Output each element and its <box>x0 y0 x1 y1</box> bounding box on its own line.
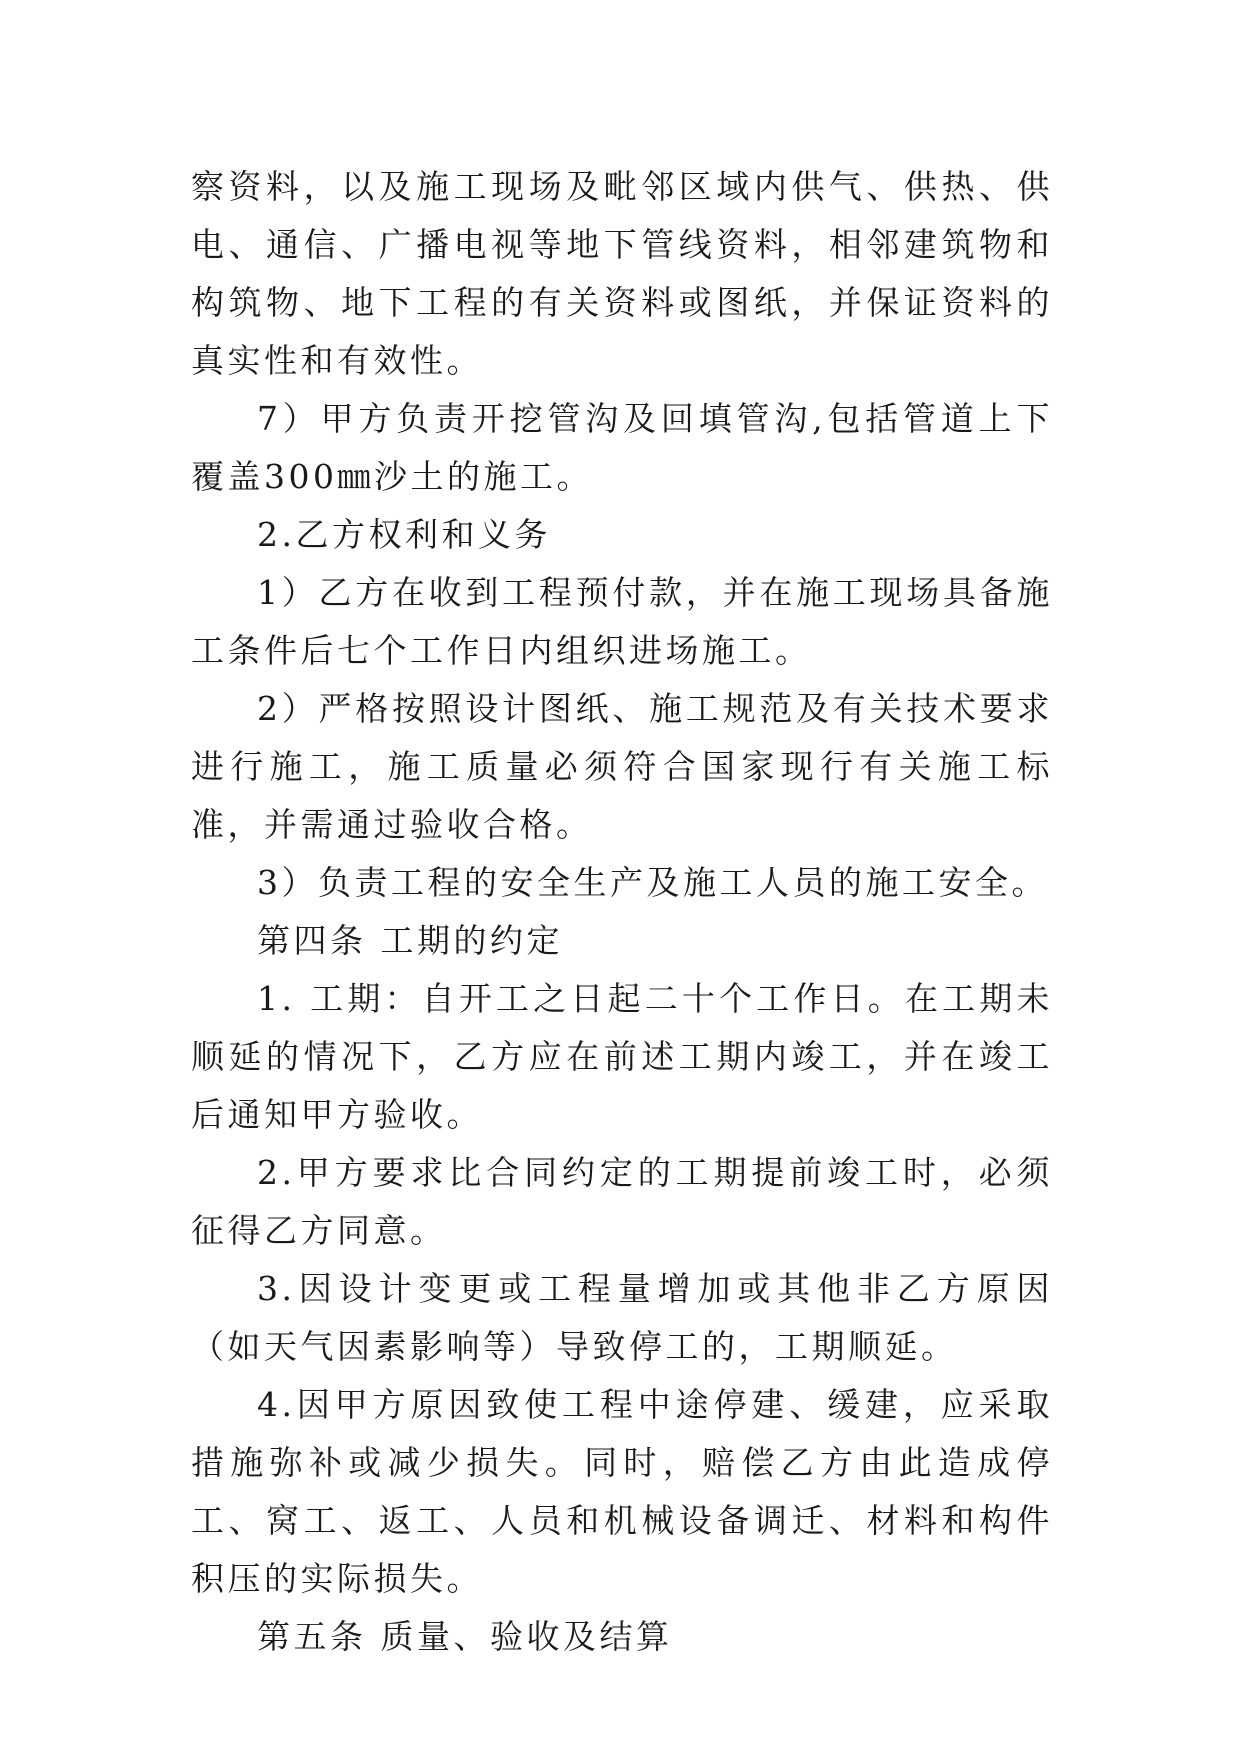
document-body <box>191 158 1053 1666</box>
paragraph-schedule-3: 3.因设计变更或工程量增加或其他非乙方原因（如天气因素影响等）导致停工的，工期顺延。 <box>191 1269 1053 1366</box>
paragraph-survey-materials: 察资料，以及施工现场及毗邻区域内供气、供热、供电、通信、广播电视等地下管线资料，相邻建筑物和构筑物、地下工程的有关资料或图纸，并保证资料的真实性和有效性。 <box>191 167 1053 380</box>
section-heading-party-b-rights: 2.乙方权利和义务 <box>257 515 551 554</box>
paragraph-schedule-2: 2.甲方要求比合同约定的工期提前竣工时，必须征得乙方同意。 <box>191 1153 1053 1250</box>
paragraph-item-2-quality: 2）严格按照设计图纸、施工规范及有关技术要求进行施工，施工质量必须符合国家现行有关施工标准，并需通过验收合格。 <box>191 689 1053 844</box>
article-heading-5-quality: 第五条 质量、验收及结算 <box>257 1617 673 1656</box>
paragraph-schedule-4: 4.因甲方原因致使工程中途停建、缓建，应采取措施弥补或减少损失。同时，赔偿乙方由此造成停工、窝工、返工、人员和机械设备调迁、材料和构件积压的实际损失。 <box>191 1385 1053 1598</box>
paragraph-schedule-1: 1. 工期：自开工之日起二十个工作日。在工期未顺延的情况下，乙方应在前述工期内竣工，并在竣工后通知甲方验收。 <box>191 979 1053 1134</box>
paragraph-item-3-safety: 3）负责工程的安全生产及施工人员的施工安全。 <box>257 863 1048 902</box>
paragraph-item-1-entry: 1）乙方在收到工程预付款，并在施工现场具备施工条件后七个工作日内组织进场施工。 <box>191 573 1053 670</box>
article-heading-4-schedule: 第四条 工期的约定 <box>257 921 563 960</box>
paragraph-item-7-trench: 7）甲方负责开挖管沟及回填管沟,包括管道上下覆盖300㎜沙土的施工。 <box>191 399 1053 496</box>
